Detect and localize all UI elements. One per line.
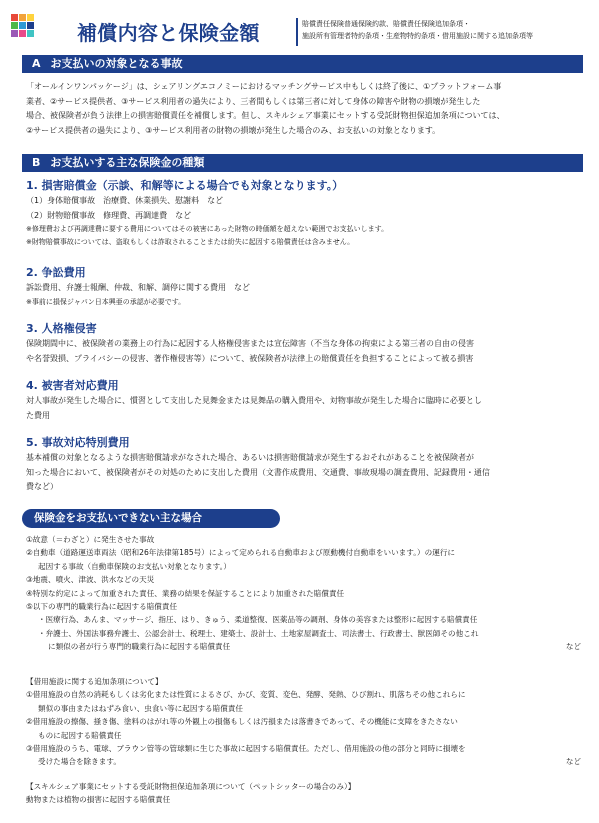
body-line: ②サービス提供者の過失により、③サービス利用者の財物の損壊が発生した場合のみ、お支払いの対象となります。 (26, 125, 441, 135)
exclusion-text: 受けた場合を除きます。 (38, 757, 121, 767)
exclusion-item: ②自動車（道路運送車両法（昭和26年法律第185号）によって定められる自動車および原動機付自動車をいいます。）の運行に (26, 548, 456, 558)
borrowed-facility-list (26, 675, 581, 769)
page-header (0, 0, 599, 54)
exclusion-subitem: ・医療行為、あんま、マッサージ、指圧、はり、きゅう、柔道整復、医薬品等の調剤、身体の美容または整形に起因する賠償責任 (38, 615, 478, 625)
item-body (26, 337, 579, 366)
body-line: 「オールインワンパッケージ」は、シェアリングエコノミーにおけるマッチングサービス中もしくは終了後に、①プラットフォーム事 (26, 82, 502, 91)
body-line: （2）財物賠償事故 修理費、再調達費 など (26, 210, 192, 220)
body-line: 対人事故が発生した場合に、慣習として支出した見舞金または見舞品の購入費用や、対物事故が発生した場合に臨時に必要とし (26, 396, 482, 405)
exclusion-item-cont: 起因する事故（自動車保険のお支払い対象となります。） (38, 561, 232, 571)
item-body (26, 394, 579, 423)
item-heading: 4. 被害者対応費用 (26, 379, 119, 392)
section-letter: B (32, 156, 41, 169)
body-line: 基本補償の対象となるような損害賠償請求がなされた場合、あるいは損害賠償請求が発生するおそれがあることを被保険者が (26, 453, 474, 462)
title-divider (296, 18, 298, 46)
section-letter: A (32, 57, 41, 70)
body-line: た費用 (26, 410, 50, 420)
logo-tile (11, 14, 18, 21)
exclusion-subitem: ・弁護士、外国法事務弁護士、公認会計士、税理士、建築士、設計士、土地家屋調査士、司法書士、行政書士、獣医師その他これ (38, 628, 479, 638)
exclusions-list (26, 533, 581, 654)
exclusion-item-cont: ものに起因する賠償責任 (38, 730, 122, 740)
subtitle-line: 賠償責任保険普通保険約款、賠償責任保険追加条項・ (302, 20, 470, 28)
logo-tile (11, 30, 18, 37)
exclusion-item: ⑤以下の専門的職業行為に起因する賠償責任 (26, 602, 178, 612)
body-line: や名誉毀損、プライバシーの侵害、著作権侵害等）について、被保険者が法律上の賠償責任を負担することによって被る損害 (26, 353, 474, 363)
page-title: 補償内容と保険金額 (77, 21, 260, 45)
exclusion-item-cont: 類似の事由またはねずみ食い、虫食い等に起因する賠償責任 (38, 703, 244, 713)
exclusion-text: に類似の者が行う専門的職業行為に起因する賠償責任 (48, 642, 231, 652)
exclusion-item: 動物または植物の損害に起因する賠償責任 (26, 795, 171, 805)
exclusion-subitem-cont (26, 640, 581, 653)
body-line: 訴訟費用、弁護士報酬、仲裁、和解、調停に関する費用 など (26, 283, 250, 292)
exclusion-item-cont (26, 755, 581, 768)
logo-tile (27, 22, 34, 29)
item-heading: 1. 損害賠償金（示談、和解等による場合でも対象となります。） (26, 179, 344, 192)
exclusion-item: ③借用施設のうち、電球、ブラウン管等の管球類に生じた事故に起因する賠償責任。ただし、借用施設の他の部分と同時に損壊を (26, 744, 466, 754)
item-heading: 3. 人格権侵害 (26, 322, 97, 335)
subsection-title: 【借用施設に関する追加条項について】 (26, 677, 163, 686)
note-line: ※修理費および再調達費に要する費用についてはその被害にあった財物の時価額を超えない範囲でお支払いします。 (26, 225, 389, 233)
skill-share-list (26, 780, 581, 807)
logo-tile (27, 14, 34, 21)
brand-logo-icon (11, 14, 43, 46)
exclusion-item: ②借用施設の擦傷、掻き傷、塗料のはがれ等の外観上の損傷もしくは汚損または落書きであって、その機能に支障をきたさない (26, 717, 458, 727)
item-heading: 2. 争訟費用 (26, 266, 86, 279)
body-line: 業者、②サービス提供者、③サービス利用者の過失により、三者間もしくは第三者に対して身体の障害や財物の損壊が発生した (26, 96, 481, 106)
exclusion-item: ①借用施設の自然の消耗もしくは劣化または性質によるさび、かび、変質、変色、発酵、発熱、ひび割れ、肌落ちその他これらに (26, 690, 466, 700)
note-line: ※財物賠償事故については、盗取もしくは詐取されることまたは紛失に起因する賠償責任は含みません。 (26, 238, 355, 246)
exclusions-header: 保険金をお支払いできない主な場合 (22, 509, 280, 528)
logo-tile (27, 30, 34, 37)
body-line: 場合、被保険者が負う法律上の損害賠償責任を補償します。但し、スキルシェア事業にセットする受託財物担保追加条項については、 (26, 111, 505, 120)
body-line: 保険期間中に、被保険者の業務上の行為に起因する人格権侵害または宣伝障害（不当な身体の拘束による第三者の自由の侵害 (26, 339, 474, 348)
item-body (26, 281, 579, 309)
logo-tile (11, 22, 18, 29)
body-line: （1）身体賠償事故 治療費、休業損失、慰謝料 など (26, 196, 224, 205)
subtitle-line: 施設所有管理者特約条項・生産物特約条項・借用施設に関する追加条項等 (302, 32, 533, 40)
logo-tile (19, 14, 26, 21)
section-b-header (22, 154, 583, 172)
section-title: お支払いする主な保険金の種類 (50, 156, 205, 169)
logo-tile (19, 30, 26, 37)
item-body (26, 451, 579, 495)
exclusion-item: ④特別な約定によって加重された責任、業務の結果を保証することにより加重された賠償責任 (26, 588, 345, 598)
section-a-body (26, 80, 579, 138)
note-line: ※事前に損保ジャパン日本興亜の承認が必要です。 (26, 297, 186, 306)
etc-label: など (565, 757, 581, 767)
body-line: 費など） (26, 482, 58, 491)
exclusion-item: ③地震、噴火、津波、洪水などの天災 (26, 575, 155, 585)
section-a-header (22, 55, 583, 73)
body-line: 知った場合において、被保険者がその対処のために支出した費用（文書作成費用、交通費、事故現場の調査費用、記録費用・通信 (26, 467, 490, 477)
etc-label: など (565, 642, 581, 652)
section-title: お支払いの対象となる事故 (50, 57, 183, 70)
item-heading: 5. 事故対応特別費用 (26, 436, 130, 449)
logo-tile (19, 22, 26, 29)
item-body (26, 194, 579, 249)
subsection-title: 【スキルシェア事業にセットする受託財物担保追加条項について（ペットシッターの場合のみ）】 (26, 782, 356, 791)
page-subtitle (302, 18, 533, 42)
exclusion-item: ①故意（＝わざと）に発生させた事故 (26, 535, 155, 544)
